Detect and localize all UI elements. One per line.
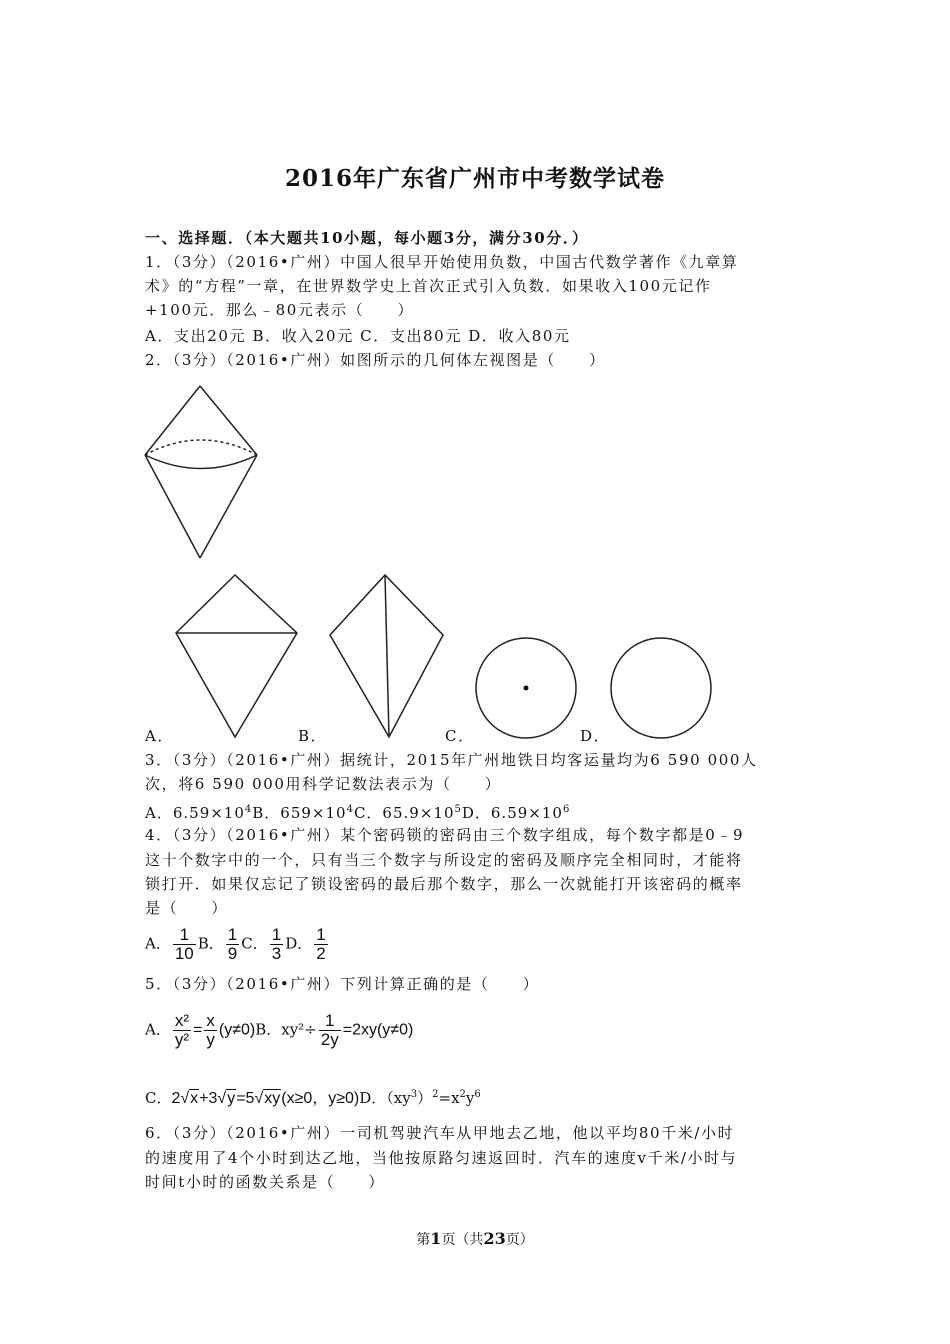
q3-options <box>145 800 570 823</box>
q4-frac-d: $\frac{1}{2}$ <box>316 925 326 963</box>
q5-b-post: =2xy(y≠0) <box>342 1021 414 1039</box>
q3-exp-a: 4 <box>244 804 253 815</box>
q3-exp-d: 6 <box>562 804 571 815</box>
q6-line3: 时间t小时的函数关系是（ ） <box>145 1173 386 1191</box>
q5-options-cd: C．2√x+3√y=5√xy(x≥0，y≥0)D．$(xy^3)^2=x^2y^6$ <box>145 1089 481 1107</box>
q4-frac-c: $\frac{1}{3}$ <box>271 925 282 963</box>
q5-a-cond: (y≠0) <box>218 1021 256 1039</box>
q5-a-frac2: $\frac{x}{y}$ <box>206 1011 215 1049</box>
q3-exp-c: 5 <box>454 804 462 815</box>
q2-line1: 2．（3分）（2016•广州）如图所示的几何体左视图是（ ） <box>145 351 606 369</box>
q4-frac-a: $\frac{1}{10}$ <box>174 925 194 963</box>
q4-label-b: B． <box>197 934 224 953</box>
option-a-figure <box>176 575 297 737</box>
q1-line1: 1．（3分）（2016•广州）中国人很早开始使用负数，中国古代数学著作《九章算 <box>145 253 739 271</box>
q1-options: A．支出20元 B．收入20元 C．支出80元 D．收入80元 <box>145 327 571 345</box>
q4-frac-b: $\frac{1}{9}$ <box>227 925 238 963</box>
q4-line2: 这十个数字中的一个，只有当三个数字与所设定的密码及顺序完全相同时，才能将 <box>145 851 743 869</box>
q5-c-cond: (x≥0，y≥0) <box>281 1090 360 1107</box>
q5-label-d: D． <box>359 1089 387 1107</box>
q1-line2: 术》的“方程”一章，在世界数学史上首次正式引入负数．如果收入100元记作 <box>145 277 712 295</box>
q6-line2: 的速度用了4个小时到达乙地，当他按原路匀速返回时．汽车的速度v千米/小时与 <box>145 1149 738 1167</box>
current-page: 1 <box>430 1229 442 1248</box>
page-title: 2016年广东省广州市中考数学试卷 <box>284 165 665 192</box>
q5-b-frac: $\frac{1}{2y}$ <box>320 1011 339 1049</box>
q4-line4: 是（ ） <box>145 899 229 917</box>
total-pages: 23 <box>483 1229 506 1248</box>
page-footer: 第1页（共23页） <box>416 1229 534 1248</box>
q2-label-b: B． <box>298 727 328 745</box>
option-d-figure <box>611 638 711 738</box>
option-c-figure <box>476 638 576 738</box>
q4-line3: 锁打开．如果仅忘记了锁设密码的最后那个数字，那么一次就能打开该密码的概率 <box>145 875 743 893</box>
q5-line1: 5．（3分）（2016•广州）下列计算正确的是（ ） <box>145 975 540 993</box>
q4-label-a: A． <box>145 934 171 953</box>
q3-option-a: A．6.59×10 <box>145 804 245 822</box>
q4-line1: 4．（3分）（2016•广州）某个密码锁的密码由三个数字组成，每个数字都是0﹣9 <box>145 826 745 844</box>
q6-line1: 6．（3分）（2016•广州）一司机驾驶汽车从甲地去乙地，他以平均80千米/小时 <box>145 1124 735 1142</box>
q2-label-d: D． <box>580 727 611 745</box>
q1-line3: +100元．那么﹣80元表示（ ） <box>145 301 415 319</box>
q5-label-b: B． <box>255 1020 282 1039</box>
q3-option-d: D．6.59×10 <box>461 804 563 822</box>
q5-a-eq: = <box>193 1021 203 1039</box>
q2-label-a: A． <box>145 727 175 745</box>
q5-a-frac1: $\frac{\text{x²}}{\text{y²}}$ <box>174 1011 190 1049</box>
solid-figure <box>145 386 257 558</box>
q3-line1: 3．（3分）（2016•广州）据统计，2015年广州地铁日均客运量均为6 590 000人 <box>145 751 758 769</box>
q3-line2: 次，将6 590 000用科学记数法表示为（ ） <box>145 775 502 793</box>
q3-option-b: B．659×10 <box>252 804 347 822</box>
q5-label-c: C． <box>145 1089 172 1107</box>
q5-b-pre: xy²÷ <box>281 1020 317 1039</box>
q5-label-a: A． <box>145 1020 171 1039</box>
q3-option-c: C．65.9×10 <box>353 804 455 822</box>
q4-label-c: C． <box>241 934 268 953</box>
q5-options-ab <box>145 1012 413 1049</box>
q2-label-c: C． <box>445 727 475 745</box>
option-b-figure <box>330 575 443 737</box>
q4-label-d: D． <box>285 934 313 953</box>
q4-options <box>145 926 330 963</box>
section-heading: 一、选择题．（本大题共10小题，每小题3分，满分30分．） <box>145 229 589 247</box>
q3-exp-b: 4 <box>346 804 354 815</box>
